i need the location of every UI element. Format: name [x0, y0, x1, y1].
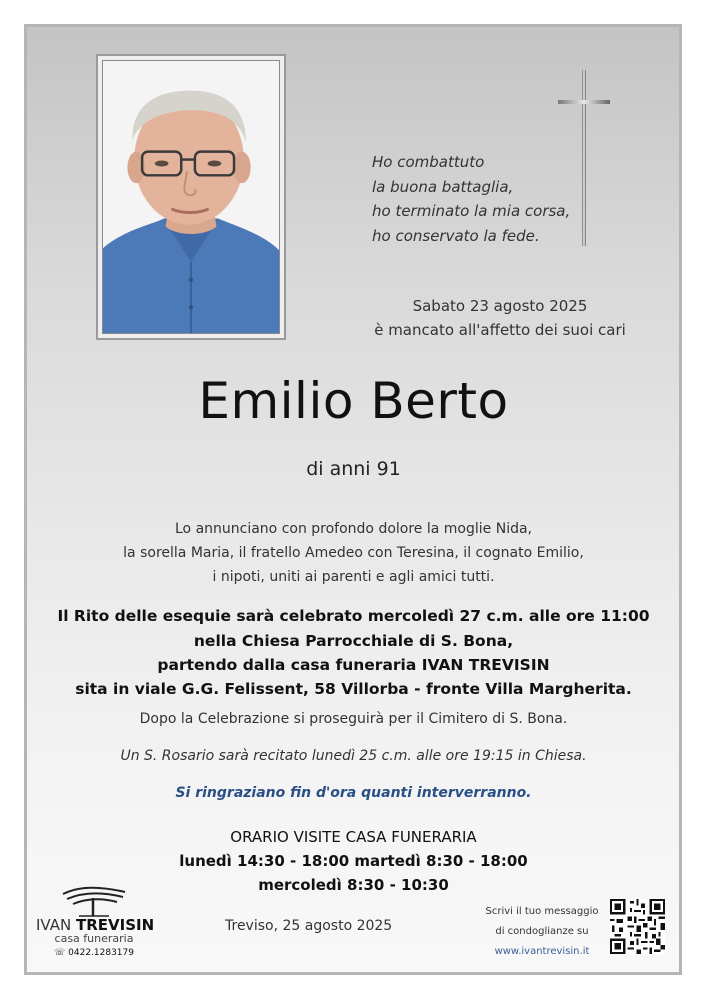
death-date: Sabato 23 agosto 2025 [412, 297, 588, 315]
quote-line: ho terminato la mia corsa, [372, 202, 571, 220]
condolence-text: Scrivi il tuo messaggio [485, 906, 599, 917]
phone-number: 0422.1283179 [68, 948, 134, 958]
place-date: Treviso, 25 agosto 2025 [225, 918, 393, 934]
phone-icon: ☏ [54, 948, 66, 958]
rite-line: nella Chiesa Parrocchiale di S. Bona, [193, 632, 514, 650]
quote-block [372, 150, 570, 248]
announcement-line: Lo annunciano con profondo dolore la moglie Nida, [175, 521, 532, 537]
qr-code-icon[interactable] [610, 899, 665, 954]
visits-line: lunedì 14:30 - 18:00 martedì 8:30 - 18:00 [179, 852, 528, 870]
logo-phone [36, 948, 152, 958]
logo-last: TREVISIN [76, 916, 155, 934]
logo-first: IVAN [36, 916, 72, 934]
deceased-age: di anni 91 [306, 458, 401, 480]
rosary-notice: Un S. Rosario sarà recitato lunedì 25 c.m. alle ore 19:15 in Chiesa. [120, 748, 587, 764]
tree-logo-icon [59, 884, 129, 918]
rite-line: partendo dalla casa funeraria IVAN TREVISIN [157, 656, 550, 674]
announcement-line: la sorella Maria, il fratello Amedeo con Teresina, il cognato Emilio, [123, 545, 584, 561]
quote-line: la buona battaglia, [372, 177, 514, 196]
portrait-photo [102, 60, 280, 334]
death-text: è mancato all'affetto dei suoi cari [374, 321, 626, 339]
after-celebration: Dopo la Celebrazione si proseguirà per il Cimitero di S. Bona. [139, 711, 568, 727]
funeral-home-logo [36, 884, 155, 958]
thanks-line: Si ringraziano fin d'ora quanti interverranno. [175, 785, 532, 801]
rite-line: Il Rito delle esequie sarà celebrato mercoledì 27 c.m. alle ore 11:00 [57, 607, 650, 625]
quote-line: Ho combattuto [372, 153, 485, 171]
condolence-block [472, 902, 612, 962]
cross-icon [556, 68, 612, 248]
website-link[interactable]: www.ivantrevisin.it [494, 946, 590, 957]
condolence-text: di condoglianze su [495, 926, 589, 937]
announcement-line: i nipoti, uniti ai parenti e agli amici tutti. [212, 569, 495, 585]
quote-line: ho conservato la fede. [372, 226, 540, 245]
deceased-name: Emilio Berto [198, 372, 509, 430]
portrait-frame [96, 54, 286, 340]
rite-line: sita in viale G.G. Felissent, 58 Villorba - fronte Villa Margherita. [75, 680, 632, 698]
visits-line: mercoledì 8:30 - 10:30 [258, 876, 449, 894]
logo-subtitle: casa funeraria [54, 932, 134, 945]
visits-title: ORARIO VISITE CASA FUNERARIA [230, 828, 477, 846]
